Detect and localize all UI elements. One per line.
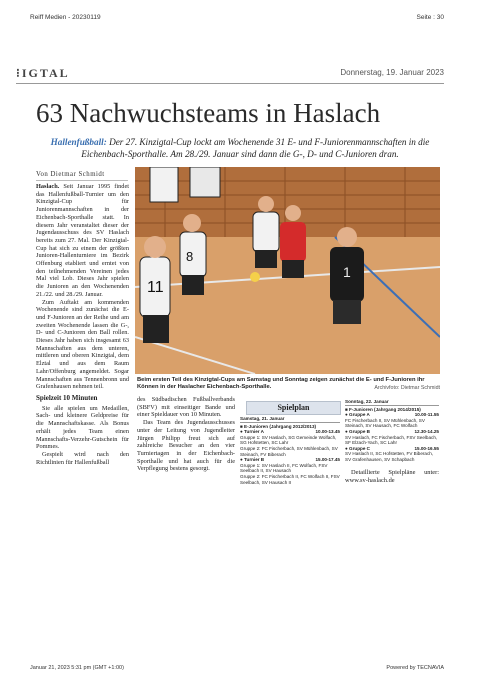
article-lead — [50, 137, 430, 160]
footer-credit: Powered by TECNAVIA — [386, 665, 444, 671]
group-teams: FC Fischerbach II, SV Mühlenbach, SV Steinach, SV Hausach, FC Wolfach — [345, 417, 425, 429]
paragraph-1: Haslach. Seit Januar 1995 findet das Hallenfußball-Turnier um den Kinzigtal-Cup für Juniorenmannschaften in der Eichenbach-Sporthalle statt. In diesem Jahr veranstaltet dieser der Jugendausschuss des SV Haslach bereits zum 27. Mal. Der Kinzigtal-Cup hat sich zu einem der größten Junioren-Hallenturniere im Bezirk Offenburg etabliert und erntet von den teilnehmenden Vereinen jedes Mal viel Lob. Dieses Jahr spielen die Junioren an den Wochenenden 21./22. und 28./29. Januar. — [36, 183, 129, 298]
group-line: Gruppe 1: SV Haslach II, FC Wolfach, FSV Seelbach II, SV Hausach — [240, 462, 328, 474]
group-teams: SV Haslach, FC Fischerbach, FSV Seelbach, SF Elzach-Yach, SC Lahr — [345, 434, 438, 446]
spielplan-title: Spielplan — [246, 401, 341, 415]
byline-rule — [36, 180, 128, 181]
masthead-glyph: ⁝ — [16, 66, 22, 80]
futsal-photo-illustration — [135, 167, 440, 374]
photo-credit: Archivfoto: Dietmar Schmidt — [374, 385, 440, 391]
lead-kicker: Hallenfußball: — [50, 137, 107, 147]
article-photo — [135, 167, 440, 374]
svg-text:8: 8 — [186, 249, 194, 264]
spielplan-section: ■ E-Junioren (Jahrgang 2012/2013) — [240, 423, 317, 429]
edition-label: Reiff Medien - 20230119 — [30, 14, 101, 21]
paragraph-2: Zum Auftakt am kommenden Wochenende sind zunächst die E- und F-Junioren an der Reihe und am zweiten Wochenende lassen die G-, D- und C-Junioren den Ball rollen. Dieses Jahr haben sich insgesamt 63 Mannschaften aus dem unteren, mittleren und oberen Kinzigtal, dem Elztal und aus dem Raum Lahr/Offenburg angemeldet. Sogar Mannschaften aus Tennenbronn und Grafenhausen nehmen teil. — [36, 298, 129, 391]
turnier-row: ● Turnier B 15.00-17.45 — [240, 457, 340, 463]
article-column-1 — [36, 183, 129, 466]
paragraph-5: des Südbadischen Fußballverbands (SBFV) mit einseitiger Bande und einer Spieldauer von 10 Minuten. — [137, 396, 235, 419]
byline: Von Dietmar Schmidt — [36, 171, 105, 178]
subheading: Spielzeit 10 Minuten — [36, 393, 98, 402]
group-teams: SV Haslach II, SC Hofstetten, FV Biberach, SV Grafenhausen, SV Schapbach — [345, 451, 434, 462]
paragraph-4: Gespielt wird nach den Richtlinien für Hallenfußball — [36, 450, 129, 466]
spielplan-sunday — [345, 399, 439, 463]
photo-caption: Beim ersten Teil des Kinzigtal-Cups am Samstag und Sonntag zeigen zunächst die E- und F-Junioren ihr Können in der Haslacher Eichenbach-Sporthalle. — [137, 377, 425, 390]
lead-text: Der 27. Kinzigtal-Cup lockt am Wochenende 31 E- und F-Juniorenmannschaften in die Eichenbach-Sporthalle. Am 28./29. Januar sind dann die G-, D- und C-Junioren dran. — [81, 137, 430, 159]
footer-timestamp: Januar 21, 2023 5:31 pm (GMT +1:00) — [30, 665, 124, 671]
spielplan-day: Sonntag, 22. Januar — [345, 399, 439, 406]
group-row: ● Gruppe B 12.30-14.25 — [345, 428, 439, 434]
group-line: Gruppe 2: FC Fischerbach II, FC Wolfach II, FSV Seelbach, SV Hausach II — [240, 473, 340, 485]
paragraph-6: Das Team des Jugendausschusses unter der Leitung von Jugendleiter Jürgen Philipp freut sich auf zahlreiche Besucher an den vier Turniertagen in der Eichenbach-Sporthalle und hat auch für die Verpflegung bestens gesorgt. — [137, 419, 235, 473]
svg-text:11: 11 — [147, 279, 164, 296]
masthead-rule — [16, 83, 444, 84]
group-row: ● Gruppe C 15.00-16.55 — [345, 445, 439, 451]
svg-text:1: 1 — [343, 264, 351, 280]
spielplan-note: Detaillierte Spielpläne unter: www.sv-haslach.de — [345, 469, 439, 484]
paragraph-3: Sie alle spielen um Medaillen, Sach- und kleinere Geldpreise für die Mannschaftskasse. Als Bonus erhält jedes Team einen Mannschafts-Verzehr-Gutschein für Pommes. — [36, 404, 129, 451]
issue-date: Donnerstag, 19. Januar 2023 — [340, 68, 444, 77]
article-headline: 63 Nachwuchsteams in Haslach — [36, 98, 381, 128]
spielplan-saturday — [240, 416, 340, 485]
spielplan-day: Samstag, 21. Januar — [240, 416, 340, 423]
turnier-row: ● Turnier A 10.00-13.45 — [240, 429, 340, 435]
masthead-name: ⁝IGTAL — [16, 66, 70, 80]
group-row: ● Gruppe A 10.00-11.55 — [345, 412, 439, 418]
spielplan-section: ■ F-Junioren (Jahrgang 2014/2015) — [345, 406, 421, 412]
group-line: Gruppe 2: FC Fischerbach, SV Mühlenbach, SV Steinach, FV Biberach — [240, 445, 338, 457]
article-column-2 — [137, 396, 235, 473]
group-line: Gruppe 1: SV Haslach, SG Gemeinde Wolfach, SG Hofstetten, SC Lahr — [240, 434, 337, 446]
page-number: Seite : 30 — [416, 14, 444, 21]
